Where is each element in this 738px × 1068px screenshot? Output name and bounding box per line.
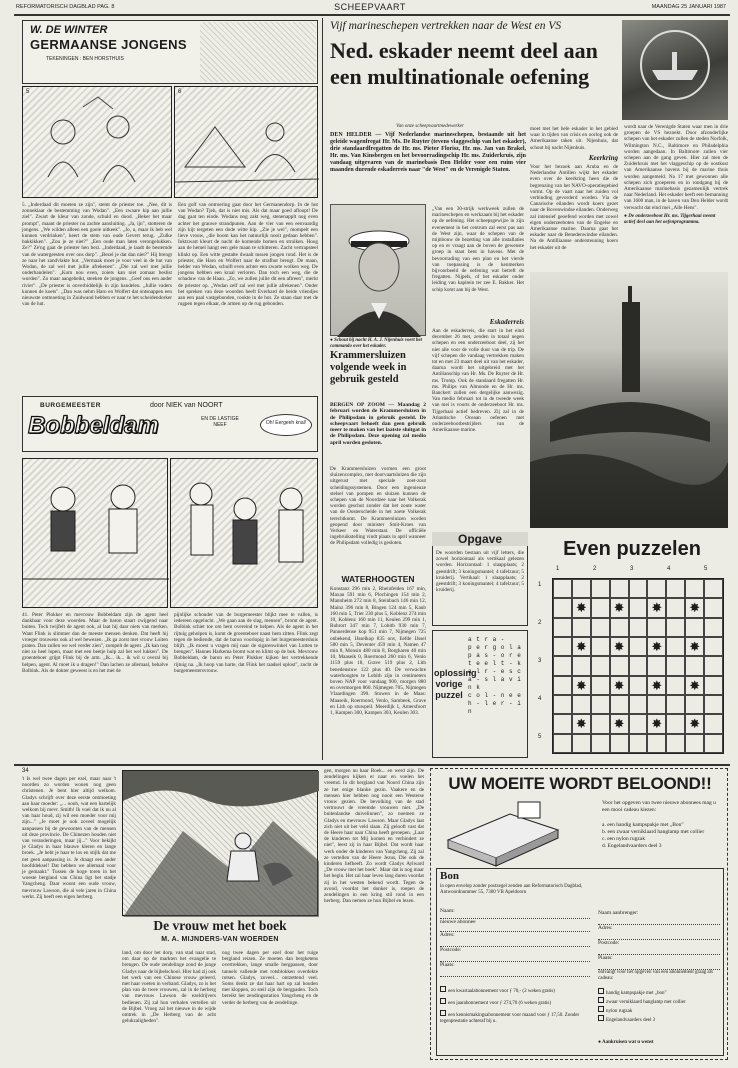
puzzle-grid[interactable] (552, 578, 724, 754)
promo-option: b. een zwaar verniklaard hanglamp met collier (602, 829, 705, 835)
opgave-title: Opgave (432, 532, 528, 546)
comic2-text-right: pijnlijke schouder van de burgemeester blijkt mee te vallen, is iedereen opgelucht. „We gaan aan de slag, mensen", bromt de agent. Bolbink schiet toe om hem overeind te helpen. Als de agent in het rijtuig geholpen is, komt de groenteboer naast hem zitten. Flink zegt tegen de bediende, dat de baron voorlopig in het burgemeestershuis blijft. „Ik moest u vragen mij naar de sigarenwinkel van Lutten te brengen". Hannes Harkema bromt wat en klimt op de bok. Mevrouw Bobbeldam, de baron en Peter Plokker kijken het vertrekkende rijtuig na. „Ik hoop van harte, dat Flink het raadsel oplost", zucht de burgemeestersvrouw. (174, 612, 318, 674)
puzzle-cell[interactable] (647, 734, 666, 753)
bon-field-label: Adres: (440, 932, 590, 947)
oplossing-row: t e e l t - k (468, 660, 522, 667)
puzzle-cell[interactable] (553, 714, 572, 733)
main-headline-1: Ned. eskader neemt deel aan (330, 38, 598, 63)
section-title: SCHEEPVAART (334, 2, 406, 12)
puzzle-cell[interactable] (572, 695, 591, 714)
puzzle-star-cell: ✸ (610, 637, 629, 656)
story-author: M. A. MIJNDERS-VAN WOERDEN (161, 936, 279, 943)
comic1-text-right: Een golf van ontroering gaat door het Germanendorp. In de hut van Wodan? Tjeh, dat is niet mis. Als dat maar goed afloopt! De dag gaat ten einde. Wodans nog zakt weg, stenenapplt nog even achter het grauwe strandpunen. Aan de vier van een eenvaardig zijn kijt tergeten een dode witte kip. „Zie je wel", mompelt een lieve vrouw, „die boom kan het natuurlijk nooit gedaan hebben". Inktzwart kleurt de nacht de komende bomen en struiken. Hoog aan de hemel hangt een gele maan te schitteren. Zacht vertrapsteel klinkt op. Een witte gestalte dwaalt tussen jongen rond. Het is de priester, die Haro en Wolfert naar de strafhut brengt. De maan, helder van Wodan, schuift even achter een zwarte wolken weg. De jongens hebben een kraal verloren. Dan toch een weg, die de schaduw van de Haan. „Zo, we zullen jullie dit een aftreen", merkt de priester op. „Wodan zelf zal wel met jullie afrekenen". Onder het spreken van deze woorden heeft Everhard de beide vriendjes aan een paal vastgebonden, rookte in de hut. Ze staan daar met de rugpen tegen elkaar, de armen op de rug gebonden. (178, 202, 318, 308)
header-rule (14, 14, 730, 16)
page-header-date: MAANDAG 25 JANUARI 1987 (651, 4, 726, 10)
puzzle-cell[interactable] (685, 579, 704, 598)
puzzle-cell[interactable] (629, 598, 648, 617)
puzzle-cell[interactable] (629, 676, 648, 695)
story-chapter-number: 34 (22, 768, 29, 774)
opgave-text: De woorden bestaan uit vijf letters, die zowel horizontaal als vertikaal gelezen worden. Horizontaal: 1 slaapplaats; 2 geestdrift; 3 koningsmantel; 4 tafelzuur; 5 kruiderij. Vertikaal: 1 slaapplaats; 2 geestdrift; 3 koningsmantel; 4 tafelzuur; 5 kruiderij. (436, 550, 524, 594)
story-col2: land, om door het dorp, van stad naar stad, om daar op de markten het evangelie te brengen. De oude zendelinge zond de jonge Gladys naar de bijbelschool. Hier had zij ook het werk van een Chinese vrouw geleerd, met haar voeten in verband. Gladys, zo is het plan van de twee vrouwen, zal in de herberg van mevrouw Lawson de ezeldrijvers bedienen. Zij zal hun verhalen vertellen uit de Bijbel. Vroeg zal het nieuwe in de wijde omtrek in „De Herberg van de acht gelukzaligheden". (122, 950, 216, 1025)
main-col2b-text: Aan de eskaderreis, die start in het eind december 26 met, zenden in totaal negen schepen en een onderzeeboot deel, zij het niet alle voor de volle duur van de trip. De vijf schepen die vandaag vertrekken maken tot en met 23 maart deel uit van het eskader, daarna wordt het uitgebreid met het Antilianschip van Hr. Ms. De Ruyter de Hr. ms. Tromp. Ook de standaard fregatten Hr. ms. Philips van Almonde en de Hr. ms. Banckert zullen een dergelijke aanwezig. Van medio februari tot in de tweede week van mei is voorts de onderzeeboot Hr. ms. Tijgerhaai actief bedreven. Zij zal in de Atlantische Oceaan oefenen met onderzeebootbestrijders van de Amerikaanse marine. (432, 328, 524, 434)
puzzle-cell[interactable] (666, 734, 685, 753)
puzzle-star-cell: ✸ (647, 598, 666, 617)
promo-gift-art (440, 800, 564, 866)
puzzle-star-cell: ✸ (610, 714, 629, 733)
puzzle-title: Even puzzelen (563, 538, 701, 560)
puzzle-cell[interactable] (704, 734, 723, 753)
puzzle-cell[interactable] (610, 734, 629, 753)
puzzle-cell[interactable] (591, 598, 610, 617)
water-title: WATERHOOGTEN (341, 574, 415, 584)
puzzle-star-cell: ✸ (685, 637, 704, 656)
puzzle-cell[interactable] (685, 618, 704, 637)
bon-field-label: Naam: (440, 908, 590, 919)
comic2-episode: EN DE LASTIGE NEEF (201, 416, 239, 428)
puzzle-cell[interactable] (629, 618, 648, 637)
comic2-speech-bubble: Oh! Eergeeh knal! (260, 414, 312, 436)
puzzle-cell[interactable] (685, 695, 704, 714)
puzzle-star-cell: ✸ (647, 637, 666, 656)
oplossing-label: oplossing vorige puzzel (434, 668, 477, 700)
puzzle-star-cell: ✸ (572, 676, 591, 695)
puzzle-cell[interactable] (610, 579, 629, 598)
kramer-lead: BERGEN OP ZOOM — Maandag 2 februari worden de Krammersluizen in de Philipsdam in gebruik gesteld. De scheepvaart behoeft dan geen gebruik meer te maken van het laatste sluitgat in de Philipsdam. Deze opening zal medio april worden gesloten. (330, 402, 426, 446)
puzzle-star-cell: ✸ (647, 714, 666, 733)
comic2-panel-left-art (23, 459, 169, 609)
puzzle-cell[interactable] (553, 676, 572, 695)
puzzle-cell[interactable] (704, 598, 723, 617)
subscription-option: een jaarabonnement voor ƒ 274,70 (6 weken gratis) (448, 1001, 552, 1006)
gift-option: Engelandvaarders deel 3 (606, 1018, 656, 1023)
promo-illustration (440, 800, 564, 866)
promo-option: a. een handig kampspakje met „Bon" (602, 822, 684, 828)
main-col3-text: moet met het hele eskader in het gebied waar in tijden van crisis en oorlog ook de Amerikaanse taken uit. Nijenhuis, dat schout bij nacht Nijenhuis. (530, 126, 618, 151)
main-col3b-text: Voor het bezoek aan Aruba en de Nederlandse Antillen wijkt het eskader even over de keerkring heen die de begrenzing van het NAVO-operatiegebied vormt. Op de vaart naar het zuiden vol verbinding gevorderd worden. Via de Canarische eilanden wordt koers gezet naar de Bovenwindse eilanden. Onderweg zal intensief geoefend worden met zowel eigen onderzeeboten van de Engelse en Amerikaanse marine. Daarna gaat het eskader naar de Benedenwindse eilanden. Na de Antilliaanse ondersteuning koers het eskader uit de (530, 164, 618, 251)
main-kicker: Vijf marineschepen vertrekken naar de West en VS (330, 20, 562, 32)
puzzle-star-cell: ✸ (572, 637, 591, 656)
puzzle-row-number: 5 (538, 734, 542, 740)
comic2-panel-left (22, 458, 168, 608)
checkbox-icon[interactable] (440, 998, 446, 1004)
puzzle-cell[interactable] (704, 637, 723, 656)
submarine-caption: ● De onderzeeboot Hr. ms. Tijgerhaai neemt actief deel aan het oefenprogramma. (624, 214, 716, 225)
puzzle-star-cell: ✸ (610, 598, 629, 617)
puzzle-col-number: 5 (704, 566, 708, 572)
promo-title: UW MOEITE WORDT BELOOND!! (448, 774, 712, 793)
puzzle-cell[interactable] (629, 714, 648, 733)
puzzle-star-cell: ✸ (572, 598, 591, 617)
puzzle-cell[interactable] (553, 656, 572, 675)
puzzle-cell[interactable] (666, 676, 685, 695)
page-header-left: REFORMATORISCH DAGBLAD PAG. 8 (16, 4, 115, 10)
checkbox-icon[interactable] (598, 988, 604, 994)
puzzle-cell[interactable] (647, 579, 666, 598)
puzzle-cell[interactable] (666, 598, 685, 617)
puzzle-col-number: 4 (667, 566, 671, 572)
subscription-option: een kennismakingsabonnement voor maand voor ƒ 17,50. Zonder tegenprestatie achteraf bij u. (440, 1013, 580, 1024)
bon-field-label: Plaats: (440, 962, 590, 977)
comic1-banner-art (200, 22, 316, 82)
subscription-option: een kwartaalabonnement voor ƒ 70,- (2 weken gratis) (448, 989, 555, 994)
main-dateline: Van onze scheepvaartmedewerker (396, 124, 464, 129)
comic2-panel-right (170, 458, 318, 608)
bon-field-label: Naam aanbrenger: (598, 910, 720, 925)
promo-option: d. Engelandvaarders deel 3 (602, 843, 662, 849)
comic1-panel-5-art (23, 87, 173, 199)
oplossing-row: a l r - e s c (468, 668, 522, 675)
bon-title: Bon (440, 870, 459, 882)
bon-right-note: ontvangt voor het opgeven van een abonnement graag als cadeau: (598, 970, 713, 981)
comic1-panel-6-art (175, 87, 319, 199)
bon-checkboxes-right (598, 988, 720, 1024)
puzzle-star-cell: ✸ (610, 676, 629, 695)
comic1-panel-5-number: 5 (26, 89, 30, 95)
puzzle-cell[interactable] (591, 579, 610, 598)
ship-emblem (622, 20, 728, 120)
oplossing-row: p e r g o l a (468, 644, 522, 651)
puzzle-cell[interactable] (572, 734, 591, 753)
comic2-byline: door NIEK van NOORT (150, 402, 223, 409)
puzzle-cell[interactable] (572, 656, 591, 675)
puzzle-col-number: 1 (556, 566, 560, 572)
promo-option: c. een nylon rugzak (602, 836, 646, 842)
puzzle-cell[interactable] (704, 579, 723, 598)
puzzle-cell[interactable] (610, 656, 629, 675)
puzzle-cell[interactable] (591, 676, 610, 695)
puzzle-cell[interactable] (666, 618, 685, 637)
puzzle-star-cell: ✸ (572, 714, 591, 733)
puzzle-cell[interactable] (666, 656, 685, 675)
puzzle-row-number: 1 (538, 582, 542, 588)
subhead-eskaderreis: Eskaderreis (489, 318, 524, 326)
puzzle-col-number: 3 (630, 566, 634, 572)
puzzle-cell[interactable] (572, 618, 591, 637)
bon-field-label: Postcode: (598, 940, 720, 955)
puzzle-cell[interactable] (704, 695, 723, 714)
kramer-headline: Krammersluizen volgende week in gebruik gesteld (330, 350, 407, 385)
story-col3: nog twee dagen per ezel door het ruige bergland reizen. Ze moeten dan bergketens overtrekken, lange smalle bergpassen, door tunnels vallende met rotsblokken overdekte rotsen. Gladys, zoveel... ontzettend veel. Soms denkt ze dat haar hart op zal houden met kloppen, zo steil zijn de bergpaden. Toch bereikt het zendingsstation Yangcheng en de verder de herberg van de zendelinge. (222, 950, 318, 1006)
puzzle-row-number: 2 (538, 620, 542, 626)
oplossing-row: a t r a - (468, 636, 505, 643)
puzzle-cell[interactable] (553, 695, 572, 714)
story-illustration-art (123, 771, 319, 917)
comic1-panel-6-number: 6 (178, 89, 182, 95)
main-col2-text: „Van een 30-strijk werkweek zullen de marineschepen en werkzaam bij het eskader op de oefening. Het scheepsgewijze in zijn evenement in het centrum zal eerst pas aan de West zijn, waar de schepen van de mijnbouw de bezetting van alle installaties op en er vraagt aan de boven de gewenste groep in staat bent in havens. Met de bevoorrading van een plan en het vierde van toepassing is de kenmerken bijvoorbeeld de oefening wat betreft de fregatten. Nijpels, of het eskader onder leiding van kapitein ter zee E. Bakker. Het schip komt aan bij de West. (432, 206, 524, 293)
puzzle-cell[interactable] (553, 618, 572, 637)
comic1-credit: TEKENINGEN : BEN HORSTHUIS (46, 56, 124, 62)
puzzle-cell[interactable] (591, 637, 610, 656)
story-title: De vrouw met het boek (153, 918, 287, 933)
gift-option: zwaar verniklaard hanglamp met collier (606, 1000, 686, 1005)
main-lead: DEN HELDER — Vijf Nederlandse marineschepen, bestaande uit het geleide wagenfregat Hr. Ms. De Ruyter (tevens vlaggeschip van het eskader), drie standaardfregatten de Hr. ms. Pieter Florisz, Hr. ms. Jan van Brakel, Hr. ms. Van Kinsbergen en het bevoorradingschip Hr. ms. Zuiderkruis, zijn vandaag uitgevaren van de marinebasis Den Helder voor een ruim vier maanden durende eskaderreis naar "de West" en de Verenigde Staten. (330, 132, 526, 174)
comic2-panel-right-art (171, 459, 319, 609)
puzzle-cell[interactable] (704, 618, 723, 637)
puzzle-cell[interactable] (629, 734, 648, 753)
commander-photo (330, 204, 426, 336)
commander-caption: ● Schout bij nacht H. A. J. Nijenhuis voert het commando over het eskader. (330, 338, 423, 349)
comic1-author: W. DE WINTER (30, 24, 108, 36)
promo-intro: Voor het opgeven van twee nieuwe abonnees mag u een mooi cadeau kiezen: (602, 800, 716, 813)
bon-footer-note: ● Aankruisen wat u wenst (598, 1040, 654, 1045)
bon-fields-right (598, 910, 720, 970)
bon-field-label: Adres: (598, 925, 720, 940)
puzzle-cell[interactable] (610, 695, 629, 714)
column-divider-left (322, 18, 323, 760)
main-col4-text: wordt naar de Verenigde Staten waar men in drie groepen de VS bezoekt. Door afzonderlijke schepen van het eskader zullen de steden Norfolk, Wilmington N.C., Baltimore en Philadelphia worden aangedaan. In Baltimore zullen vier schepen aan de gang geven. Hier zal men de Zuiderkruis met het vlaggeschip op de oostkust van Amerikaanse havens bij de marine thuis worden aangemeld. Na 17 met gewonnen alle schepen zich groeperen en in rondgang bij de Amerikaanse marinebasis gezamenlijk vertrek naar Nederland. Het eskader heeft een bemanning van 1600 man, in de haven van Den Helder wordt verwacht dat eind mei „Alle Hens". (624, 124, 728, 211)
puzzle-cell[interactable] (553, 734, 572, 753)
bon-intro: in open envelop zonder postzegel zenden aan Reformatorisch Dagblad, Antwoordnummer 55, 7300 VB Apeldoorn (440, 884, 583, 895)
comic1-text-left: 5. „Inderdaad dit moeten ze zijn", stemt de priester toe. „Nee, dit is zonneklaar de bestemming van Wodan". „Een zwaare kip aan jullie ziel". Zwart de kleur van zonde, schuld en dood. „Beker het maar prompt", maant de priester nu zachte aansluiting. „Ja, ijn", stotteren de jongens. „We wilden alleen een goeie uitkeek". „Jo, u, maar ik heb wel kunnen verdrinken", keert de stem van oude Gevert terug. „Zulke bakkikken". „Zou je ze niet?" „Een oude man laten verongelukken. Ze?" Ze'ng gaat de priester hen bezi. „Inderdaad, je laadt de bestemde van de watergeesten over ons dorp". „Bezel je dat dan niet?" Hij brengt ze naar het zandvlakte hut. „Vermaak moet je voor veel in de hut van Wodan, de zal wel met jullie afrekenen". „Die zal wel met jullie onderhandelen". „Kom nou even, zoiets kan niet zomaar beslist worden". Zo maar aangeheikt, steeken de jongens. „Geef ons een ander rivier". „De priester is onverbiddelijk in zijn handelen. „Jullie vaders kunnen de koets". „Dan was nehm Haro en Wolfert dat ontsnappen een nieuwste ontmoeting in Zuidwand hebben er naar te het scheidendorker van de hut. (22, 202, 172, 308)
puzzle-cell[interactable] (591, 618, 610, 637)
comic2-text-left: 41. Peter Plokker en mevrouw Bobbeldam zijn de agent heel dankbaar voor deze woorden. Maar de baron staart zwijgend naar buiten. Toch twijfelt de agent ook, al laat hij daar niets van merken. Want Flink is slimmer dan de meeste mensen denken. Dat heeft hij vroeger trouwens ook al wel bewezen. „Ik ga zorst met vrouw Loiten praten. Dan zullen we wel verder zien", zompelt de agent. „Ik kan nog niet zo heel lopen, maar met een beetje hulp zal het wel lukken". De groenteboer grijpt Flink bij de arm. „Ik... ik... ik wil u overal bij helpen, agent. Al moet ik u dragen!" Dan lachen ze allemaal, behalve Bolbink. Als de dokter geweest is en het met de (22, 612, 169, 674)
comic1-title: GERMAANSE JONGENS (30, 37, 187, 52)
puzzle-cell[interactable] (591, 734, 610, 753)
checkbox-icon[interactable] (598, 1006, 604, 1012)
puzzle-cell[interactable] (666, 695, 685, 714)
puzzle-cell[interactable] (591, 714, 610, 733)
puzzle-cell[interactable] (610, 618, 629, 637)
puzzle-cell[interactable] (629, 579, 648, 598)
comic1-panel-5 (22, 86, 172, 198)
subhead-keerkring: Keerkring (588, 154, 618, 162)
checkbox-icon[interactable] (598, 1015, 604, 1021)
submarine-art (530, 272, 728, 528)
bon-field-label: nieuwe abonnee (440, 919, 590, 932)
oplossing-row: h - l e r - i n (468, 700, 522, 715)
oplossing-row: c o l - n e e (468, 692, 522, 699)
puzzle-star-cell: ✸ (685, 676, 704, 695)
bon-field-label: Postcode: (440, 947, 590, 962)
puzzle-star-cell: ✸ (647, 676, 666, 695)
puzzle-row-numbers (538, 578, 550, 748)
promo-options (602, 822, 726, 850)
comic2-name: Bobbeldam (28, 412, 159, 439)
oplossing-row: a - s l a v i n k (468, 676, 522, 691)
puzzle-cell[interactable] (553, 637, 572, 656)
bon-checkboxes-left (440, 986, 590, 1025)
commander-portrait (331, 205, 427, 337)
puzzle-cell[interactable] (553, 579, 572, 598)
gift-option: handig kampspakje met „bon" (606, 991, 667, 996)
puzzle-cell[interactable] (666, 637, 685, 656)
story-col4: gen, morgen nu haar Boek... en werd zijn. De zendelingen kijken er naar en voelen het vreemd. In dit bergland van Noord China zijn ze het enige blanke gezin. Vaakere en de mensen hier hebben nog nooit een Westerse vrouw gezien. De bevolking van de stad vertrouwt de vreemde vrouwen niet. „De buitenlandse duivelinnen", zo noemen ze Gladys en mevrouw Lawson. Maar Gladys laat zich niet uit het veld slaan. Zij gelooft vast dat de Heere haar naar China heeft geroepen. „Laat de kinderen tot Mij komen en verhindert ze niet", leest zij in haar Bijbel. Dat wordt haar werk onder de kinderen van Yangcheng. Zij zal ze vertellen van de Heere Jezus, Die ook de kinderen liefheeft. Zo wordt Gladys Aylward „De vrouw met het boek". Maar dat is nog maar het begin. Het zal haar leven lang duren voordat zij in het westen bekend wordt. Tegen de avond, voordat het donker is, roepen de zendelingen in een kring stil rond in een herberg. Dan nemen ze hun Bijbel en lezen. (324, 768, 424, 905)
puzzle-row-number: 4 (538, 696, 542, 702)
story-illustration (122, 770, 318, 916)
puzzle-cell[interactable] (647, 656, 666, 675)
puzzle-cell[interactable] (666, 579, 685, 598)
oplossing-row: p a s - o r e (468, 652, 522, 659)
puzzle-star-cell: ✸ (685, 714, 704, 733)
puzzle-row-number: 3 (538, 658, 542, 664)
main-headline-2: een multinationale oefening (330, 64, 590, 89)
puzzle-col-numbers (556, 566, 724, 576)
puzzle-cell[interactable] (704, 656, 723, 675)
puzzle-cell[interactable] (647, 618, 666, 637)
bon-fields-left (440, 908, 590, 977)
puzzle-cell[interactable] (647, 695, 666, 714)
puzzle-cell[interactable] (704, 676, 723, 695)
puzzle-cell[interactable] (666, 714, 685, 733)
puzzle-cell[interactable] (629, 695, 648, 714)
checkbox-icon[interactable] (598, 997, 604, 1003)
puzzle-cell[interactable] (685, 656, 704, 675)
bon-field-label: Plaats: (598, 955, 720, 970)
puzzle-cell[interactable] (704, 714, 723, 733)
oplossing-grid (468, 636, 526, 754)
puzzle-cell[interactable] (553, 598, 572, 617)
checkbox-icon[interactable] (440, 986, 446, 992)
kramer-text: De Krammersluizen vormen een groot sluizencomplex, met doorvaartsluizen die zijn uitgerust met speciale zoet-zout scheidingssystemen. Door een ingenieuze stelsel van pompen en sluizen kunnen de schepen van de Noordzee naar het Volkerak worden geschut zonder dat het zoute water van de Oosterschelde in het zoete Volkerak terechtkomt. De Krammersluizen worden geopend door minister Smit-Kroes van Verkeer en Waterstaat. De officiële ingebruikstelling vindt plaats in april wanneer de Philipsdam volledig is gesloten. (330, 466, 426, 547)
puzzle-cell[interactable] (629, 656, 648, 675)
comic2-title: BURGEMEESTER (40, 402, 101, 409)
ship-photo-top (622, 20, 728, 120)
gift-option: nylon rugzak (606, 1009, 633, 1014)
puzzle-cell[interactable] (572, 579, 591, 598)
puzzle-cell[interactable] (685, 734, 704, 753)
puzzle-star-cell: ✸ (685, 598, 704, 617)
comic1-panel-6 (174, 86, 318, 198)
puzzle-col-number: 2 (593, 566, 597, 572)
submarine-photo (530, 272, 728, 528)
story-col1: 't Is wel twee dagen per ezel, maar naar 't noorden zo worden wonen nog geen christenen. Je bent hier altijd welkom. Gladys schrijft over deze eerste ontmoeting aan haar moeder: „... oooh, wat een hartelijk welkom bij mevr. Smith! Ik voel dat ik nu al van haar houd, zij wil een moeder voor mij zijn..." „Je moet je ook zoveel mogelijk aanpassen bij de gewoonten van de mensen uit deze provincie. De Chinezen houden niet van veranderingen, maar jij..." Voor bekijkt je Gladys in haar blauwe kleren en lange broek. „Je hebt je haar te los en stijlk dat me net geen aanpassing is. Je draagt een ander hoofddeksel! Dat hebben we allemaal voor je gemaakt." Tussen de hoge toren in het woeste bergland van China ligt het stadje Yangcheng. Daar woont een oude vrouw, mevrouw Lawson, die al vele jaren in China werkt. Zij heeft een eigen herberg. (22, 776, 116, 900)
puzzle-cell[interactable] (629, 637, 648, 656)
water-text: Konstanz 296 min 2, Rheinfelden 167 min, Maxau 591 min 6, Plochingen 154 min 2, Mannheim 272 min 8, Steinbach 146 min 12, Mainz 396 min 8, Bingen 124 min 5, Kaub 160 min 5, Trier 230 plus 5, Koblenz 274 min 10, Koblenz 160 min 11, Keulen 299 min 1, Ruhrort 347 min 7, Lobith 930 min 7, Pannerdense kop 951 min 7, Nijmegen 725 onbekend, IJsselkop 835 onv, Eefde IJssel 580 min 5, Deventer 459 min 4, Namen 47 min 8, Monsin 480 min 8, Borgharen 40 min 10, Maaseik 0, Roermond 260 min 6, Venlo 1159 plus 18, Grave 519 plus 2, Lith benedenstuw 122 plus 40. De verwachte waterhoogten te Lobith zijn in centimeters boven NAP voor vandaag 900, morgen 880 en overmorgen 860. Nijmegen 705, Nijmegen Vlaardingen 390. Stuwen in de Maas: Maaseik, Roermond, Venlo, Sambeek, Grave en Lith op stuwpeil. Moerdijk 1, Amersfoort 1, Kampen 300, Kampen 303, Keulen 303. (330, 586, 426, 717)
puzzle-cell[interactable] (591, 656, 610, 675)
checkbox-icon[interactable] (440, 1010, 446, 1016)
puzzle-cell[interactable] (591, 695, 610, 714)
lower-section-rule (14, 764, 730, 766)
